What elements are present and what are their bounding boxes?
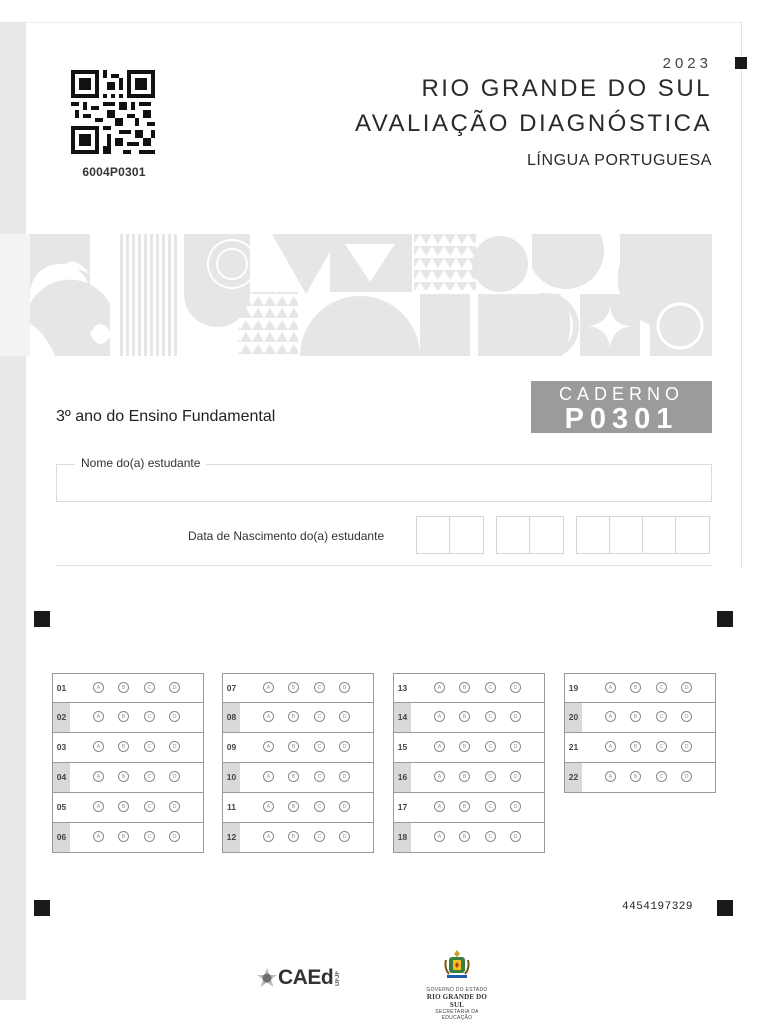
- question-number: 12: [223, 823, 240, 852]
- answer-row: [393, 793, 545, 823]
- answer-bubble[interactable]: A: [605, 711, 616, 722]
- question-number: 08: [223, 703, 240, 732]
- question-number: 21: [568, 742, 579, 752]
- answer-bubble[interactable]: D: [339, 741, 350, 752]
- answer-bubble[interactable]: D: [169, 801, 180, 812]
- serial-number: 4454197329: [622, 901, 694, 913]
- answer-bubble[interactable]: B: [118, 771, 129, 782]
- answer-block: [393, 673, 545, 853]
- answer-bubble[interactable]: C: [485, 801, 496, 812]
- answer-row: [52, 673, 204, 703]
- exam-year: 2023: [662, 55, 712, 72]
- question-number: 15: [397, 742, 408, 752]
- rs-coat-of-arms-icon: [442, 948, 472, 982]
- answer-bubble[interactable]: C: [656, 711, 667, 722]
- answer-bubble[interactable]: D: [339, 801, 350, 812]
- answer-row: [393, 763, 545, 793]
- answer-bubble[interactable]: C: [656, 771, 667, 782]
- answer-bubble[interactable]: D: [510, 741, 521, 752]
- answer-block: [222, 673, 374, 853]
- answer-bubble[interactable]: D: [510, 771, 521, 782]
- answer-bubble[interactable]: A: [434, 801, 445, 812]
- answer-bubble[interactable]: D: [681, 741, 692, 752]
- answer-row: [393, 823, 545, 853]
- answer-bubble[interactable]: C: [485, 741, 496, 752]
- answer-bubble[interactable]: A: [605, 682, 616, 693]
- question-number: 09: [226, 742, 237, 752]
- answer-bubble[interactable]: A: [263, 741, 274, 752]
- question-number: 17: [397, 802, 408, 812]
- answer-row: [393, 703, 545, 733]
- answer-bubble[interactable]: A: [605, 771, 616, 782]
- dob-month-digit[interactable]: [497, 517, 530, 553]
- dob-day-field[interactable]: [416, 516, 484, 554]
- answer-row: [564, 763, 716, 793]
- answer-bubble[interactable]: A: [605, 741, 616, 752]
- qr-code: [71, 70, 155, 154]
- answer-bubble[interactable]: A: [434, 682, 445, 693]
- answer-bubble[interactable]: C: [314, 771, 325, 782]
- answer-bubble[interactable]: A: [434, 711, 445, 722]
- answer-bubble[interactable]: B: [288, 741, 299, 752]
- caed-logo-sub: UFJF: [335, 970, 342, 986]
- dob-month-field[interactable]: [496, 516, 564, 554]
- dob-year-field[interactable]: [576, 516, 710, 554]
- answer-bubble[interactable]: B: [459, 711, 470, 722]
- answer-bubble[interactable]: A: [93, 801, 104, 812]
- dob-year-digit[interactable]: [676, 517, 709, 553]
- separator-line: [56, 565, 712, 566]
- answer-bubble[interactable]: D: [510, 831, 521, 842]
- answer-bubble[interactable]: D: [169, 741, 180, 752]
- answer-row: [52, 793, 204, 823]
- answer-bubble[interactable]: C: [314, 801, 325, 812]
- answer-row: [222, 763, 374, 793]
- answer-bubble[interactable]: C: [144, 682, 155, 693]
- registration-mark-bottom-right: [717, 900, 733, 916]
- dob-label: Data de Nascimento do(a) estudante: [188, 529, 385, 543]
- answer-row: [564, 733, 716, 763]
- registration-mark-mid-left: [34, 611, 50, 627]
- student-name-field[interactable]: [56, 456, 712, 502]
- answer-bubble[interactable]: D: [510, 801, 521, 812]
- answer-bubble[interactable]: C: [485, 771, 496, 782]
- question-number: 06: [53, 823, 70, 852]
- answer-bubble[interactable]: A: [263, 682, 274, 693]
- answer-row: [52, 763, 204, 793]
- answer-row: [52, 823, 204, 853]
- answer-bubble[interactable]: B: [459, 831, 470, 842]
- answer-bubble[interactable]: A: [93, 771, 104, 782]
- answer-bubble[interactable]: D: [510, 682, 521, 693]
- answer-bubble[interactable]: B: [630, 682, 641, 693]
- exam-title-line2: AVALIAÇÃO DIAGNÓSTICA: [354, 110, 712, 137]
- answer-row: [222, 673, 374, 703]
- dob-day-digit[interactable]: [417, 517, 450, 553]
- answer-bubble[interactable]: C: [485, 831, 496, 842]
- answer-bubble[interactable]: B: [630, 771, 641, 782]
- caed-logo-icon: [256, 967, 278, 989]
- question-number: 13: [397, 683, 408, 693]
- answer-bubble[interactable]: B: [459, 741, 470, 752]
- question-number: 02: [53, 703, 70, 732]
- dob-month-digit[interactable]: [530, 517, 563, 553]
- answer-bubble[interactable]: C: [144, 711, 155, 722]
- answer-bubble[interactable]: D: [169, 831, 180, 842]
- answer-bubble[interactable]: B: [118, 801, 129, 812]
- answer-row: [393, 733, 545, 763]
- answer-bubble[interactable]: A: [263, 771, 274, 782]
- question-number: 05: [56, 802, 67, 812]
- answer-bubble[interactable]: B: [288, 831, 299, 842]
- answer-bubble[interactable]: B: [459, 682, 470, 693]
- question-number: 04: [53, 763, 70, 792]
- answer-bubble[interactable]: D: [169, 682, 180, 693]
- answer-bubble[interactable]: C: [485, 711, 496, 722]
- answer-bubble[interactable]: C: [144, 801, 155, 812]
- answer-row: [222, 733, 374, 763]
- exam-subject: LÍNGUA PORTUGUESA: [526, 152, 712, 169]
- answer-bubble[interactable]: D: [169, 711, 180, 722]
- rs-logo-line1: GOVERNO DO ESTADO: [426, 987, 488, 993]
- answer-bubble[interactable]: B: [459, 771, 470, 782]
- answer-bubble[interactable]: C: [144, 741, 155, 752]
- caed-logo: [256, 966, 341, 990]
- question-number: 10: [223, 763, 240, 792]
- answer-bubble[interactable]: B: [630, 741, 641, 752]
- answer-bubble[interactable]: A: [93, 831, 104, 842]
- dob-day-digit[interactable]: [450, 517, 483, 553]
- answer-bubble[interactable]: B: [288, 771, 299, 782]
- caed-logo-text: CAEd: [278, 966, 334, 989]
- answer-row: [52, 733, 204, 763]
- answer-bubble[interactable]: C: [485, 682, 496, 693]
- answer-bubble[interactable]: B: [288, 711, 299, 722]
- answer-bubble[interactable]: B: [118, 831, 129, 842]
- answer-bubble[interactable]: A: [434, 741, 445, 752]
- answer-bubble[interactable]: B: [118, 711, 129, 722]
- left-margin-strip: [0, 22, 26, 1000]
- answer-bubble[interactable]: B: [118, 741, 129, 752]
- answer-bubble[interactable]: B: [118, 682, 129, 693]
- answer-bubble[interactable]: D: [681, 771, 692, 782]
- answer-bubble[interactable]: A: [434, 831, 445, 842]
- answer-row: [222, 823, 374, 853]
- answer-bubble[interactable]: D: [681, 711, 692, 722]
- answer-bubble[interactable]: A: [263, 801, 274, 812]
- question-number: 03: [56, 742, 67, 752]
- question-number: 22: [565, 763, 582, 792]
- answer-bubble[interactable]: A: [93, 711, 104, 722]
- answer-bubble[interactable]: D: [681, 682, 692, 693]
- answer-bubble[interactable]: C: [656, 682, 667, 693]
- grade-label: 3º ano do Ensino Fundamental: [56, 408, 276, 425]
- answer-bubble[interactable]: B: [459, 801, 470, 812]
- student-name-label: Nome do(a) estudante: [75, 456, 206, 470]
- answer-bubble[interactable]: D: [169, 771, 180, 782]
- question-number: 20: [565, 703, 582, 732]
- answer-bubble[interactable]: B: [630, 711, 641, 722]
- answer-bubble[interactable]: D: [339, 831, 350, 842]
- rs-logo-line3: SECRETARIA DA EDUCAÇÃO: [435, 1009, 479, 1021]
- question-number: 07: [226, 683, 237, 693]
- answer-bubble[interactable]: D: [339, 682, 350, 693]
- answer-bubble[interactable]: C: [314, 741, 325, 752]
- question-number: 18: [394, 823, 411, 852]
- answer-bubble[interactable]: D: [339, 771, 350, 782]
- answer-block: [52, 673, 204, 853]
- answer-bubble[interactable]: B: [288, 682, 299, 693]
- answer-bubble[interactable]: C: [314, 831, 325, 842]
- answer-bubble[interactable]: A: [93, 741, 104, 752]
- answer-bubble[interactable]: C: [656, 741, 667, 752]
- answer-bubble[interactable]: C: [314, 682, 325, 693]
- decorative-banner: [0, 234, 712, 356]
- answer-row: [564, 673, 716, 703]
- question-number: 16: [394, 763, 411, 792]
- answer-row: [222, 703, 374, 733]
- registration-mark-bottom-left: [34, 900, 50, 916]
- answer-bubble[interactable]: C: [144, 831, 155, 842]
- dob-year-digit[interactable]: [643, 517, 676, 553]
- exam-title-line1: RIO GRANDE DO SUL: [421, 75, 712, 102]
- answer-block: [564, 673, 716, 793]
- caderno-badge: [531, 381, 712, 433]
- answer-bubble[interactable]: A: [263, 711, 274, 722]
- answer-bubble[interactable]: C: [314, 711, 325, 722]
- answer-bubble[interactable]: D: [339, 711, 350, 722]
- answer-row: [222, 793, 374, 823]
- answer-row: [52, 703, 204, 733]
- rs-logo-line2: RIO GRANDE DO SUL: [426, 993, 488, 1009]
- answer-bubble[interactable]: D: [510, 711, 521, 722]
- answer-bubble[interactable]: A: [93, 682, 104, 693]
- question-number: 14: [394, 703, 411, 732]
- registration-mark-mid-right: [717, 611, 733, 627]
- dob-year-digit[interactable]: [610, 517, 643, 553]
- caderno-code: P0301: [564, 403, 679, 435]
- caderno-label: CADERNO: [558, 384, 684, 404]
- question-number: 19: [568, 683, 579, 693]
- answer-bubble[interactable]: A: [263, 831, 274, 842]
- question-number: 01: [56, 683, 67, 693]
- answer-bubble[interactable]: C: [144, 771, 155, 782]
- registration-mark-top-right: [735, 57, 747, 69]
- rs-government-logo: [421, 948, 493, 1021]
- question-number: 11: [227, 802, 236, 812]
- answer-bubble[interactable]: B: [288, 801, 299, 812]
- answer-row: [564, 703, 716, 733]
- qr-code-text: 6004P0301: [82, 165, 146, 179]
- dob-year-digit[interactable]: [577, 517, 610, 553]
- answer-row: [393, 673, 545, 703]
- answer-bubble[interactable]: A: [434, 771, 445, 782]
